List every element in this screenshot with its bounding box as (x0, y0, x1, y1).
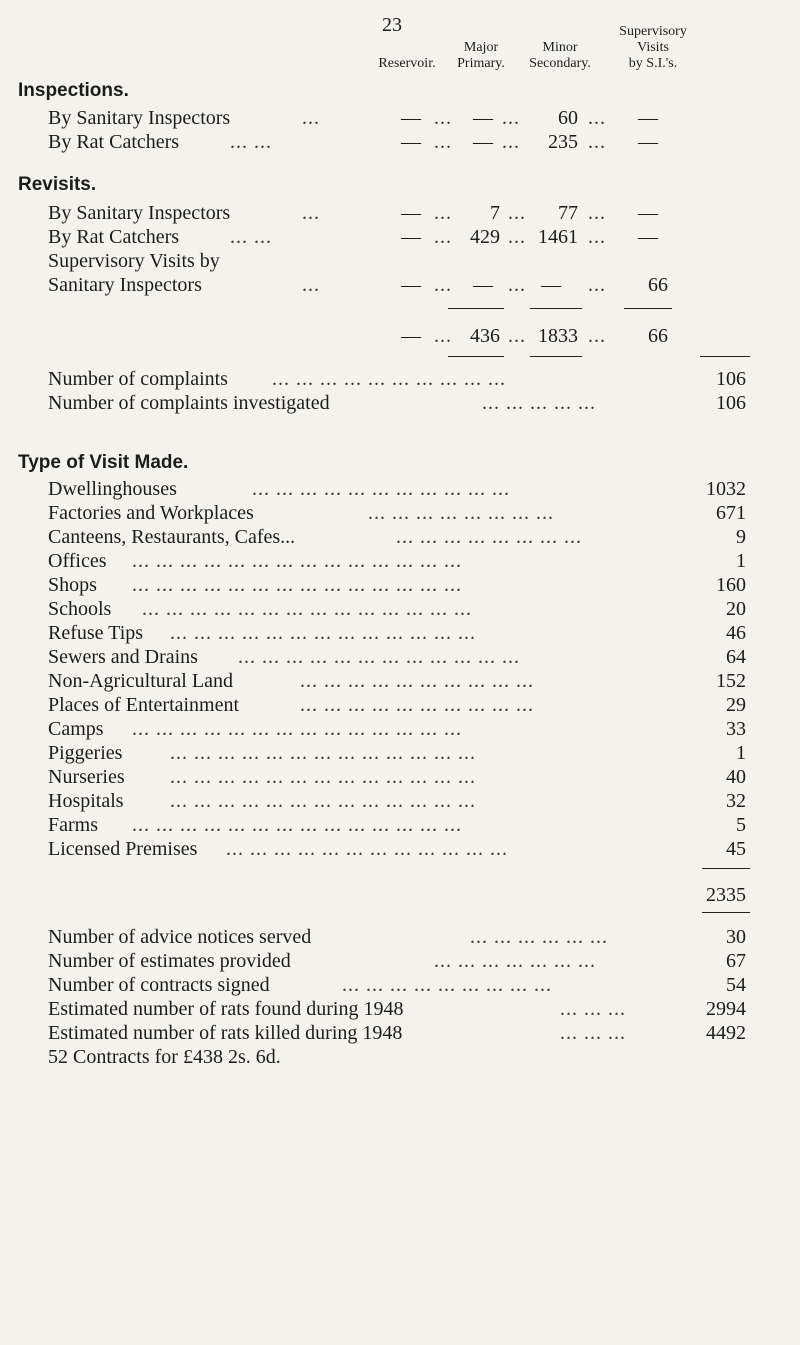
row-value: 106 (716, 368, 746, 390)
row-label: Estimated number of rats killed during 1948 (48, 1022, 403, 1044)
row-label: Nurseries (48, 766, 125, 788)
row-value: 671 (716, 502, 746, 524)
row-label: Non-Agricultural Land (48, 670, 233, 692)
rule-above-visit-total (702, 868, 750, 869)
reservoir-value: — (401, 202, 421, 224)
row-value: 5 (736, 814, 746, 836)
reservoir-value: — (401, 107, 421, 129)
row-label: Camps (48, 718, 104, 740)
row-value: 45 (726, 838, 746, 860)
row-label: Number of complaints (48, 368, 228, 390)
visit-types-total: 2335 (706, 884, 746, 906)
minor-secondary-value: 235 (548, 131, 578, 153)
major-primary-total: 436 (470, 325, 500, 347)
supervisory-value: — (638, 107, 658, 129)
column-header-minor-secondary: Minor Secondary. (529, 40, 591, 71)
row-label: Number of estimates provided (48, 950, 291, 972)
row-value: 4492 (706, 1022, 746, 1044)
major-primary-value: — (473, 131, 493, 153)
row-label: Estimated number of rats found during 1948 (48, 998, 404, 1020)
supervisory-value: 66 (648, 274, 668, 296)
row-label: Number of contracts signed (48, 974, 270, 996)
supervisory-value: — (638, 226, 658, 248)
row-label: Licensed Premises (48, 838, 198, 860)
row-label: Sewers and Drains (48, 646, 198, 668)
row-value: 9 (736, 526, 746, 548)
column-header-supervisory: Supervisory Visits by S.I.'s. (619, 24, 687, 71)
minor-secondary-value: 60 (558, 107, 578, 129)
row-value: 54 (726, 974, 746, 996)
row-value: 106 (716, 392, 746, 414)
row-label: Piggeries (48, 742, 123, 764)
page-number: 23 (382, 14, 402, 36)
rule-major-above-total (448, 308, 504, 309)
reservoir-value: — (401, 274, 421, 296)
supervisory-value: — (638, 131, 658, 153)
row-label: By Rat Catchers (48, 131, 180, 153)
minor-secondary-value: 1461 (538, 226, 578, 248)
row-value: 1 (736, 742, 746, 764)
row-value: 32 (726, 790, 746, 812)
row-label: By Rat Catchers (48, 226, 180, 248)
supervisory-total: 66 (648, 325, 668, 347)
row-label: Factories and Workplaces (48, 502, 254, 524)
row-value: 2994 (706, 998, 746, 1020)
row-label: Hospitals (48, 790, 124, 812)
row-label: Dwellinghouses (48, 478, 177, 500)
row-label: Number of advice notices served (48, 926, 312, 948)
revisits-heading: Revisits. (18, 174, 97, 195)
major-primary-value: — (473, 107, 493, 129)
rule-supervisory-above-total (624, 308, 672, 309)
minor-secondary-value: — (541, 274, 561, 296)
row-label: Refuse Tips (48, 622, 144, 644)
row-label: Schools (48, 598, 112, 620)
column-header-reservoir: Reservoir. (378, 56, 436, 71)
row-value: 20 (726, 598, 746, 620)
row-value: 40 (726, 766, 746, 788)
row-value: 152 (716, 670, 746, 692)
minor-secondary-value: 77 (558, 202, 578, 224)
row-label: Number of complaints investigated (48, 392, 330, 414)
row-label: By Sanitary Inspectors (48, 202, 231, 224)
row-value: 33 (726, 718, 746, 740)
inspections-heading: Inspections. (18, 80, 129, 101)
row-label: By Sanitary Inspectors (48, 107, 231, 129)
column-header-major-primary: Major Primary. (457, 40, 505, 71)
minor-secondary-total: 1833 (538, 325, 578, 347)
row-value: 1 (736, 550, 746, 572)
rule-major-below-total (448, 356, 504, 357)
contracts-note: 52 Contracts for £438 2s. 6d. (48, 1046, 281, 1068)
major-primary-value: 429 (470, 226, 500, 248)
row-value: 29 (726, 694, 746, 716)
row-label: Supervisory Visits by (48, 250, 220, 272)
row-label-continued: Sanitary Inspectors (48, 274, 202, 296)
row-label: Shops (48, 574, 97, 596)
row-value: 30 (726, 926, 746, 948)
row-label: Farms (48, 814, 98, 836)
major-primary-value: — (473, 274, 493, 296)
rule-complaints-above (700, 356, 750, 357)
visit-types-heading: Type of Visit Made. (18, 452, 189, 473)
reservoir-value: — (401, 131, 421, 153)
row-value: 160 (716, 574, 746, 596)
reservoir-value: — (401, 226, 421, 248)
rule-minor-above-total (530, 308, 582, 309)
supervisory-value: — (638, 202, 658, 224)
row-value: 67 (726, 950, 746, 972)
row-label: Offices (48, 550, 107, 572)
major-primary-value: 7 (490, 202, 500, 224)
row-value: 1032 (706, 478, 746, 500)
row-label: Canteens, Restaurants, Cafes... (48, 526, 296, 548)
row-label: Places of Entertainment (48, 694, 240, 716)
reservoir-total: — (401, 325, 421, 347)
rule-below-visit-total (702, 912, 750, 913)
row-value: 46 (726, 622, 746, 644)
rule-minor-below-total (530, 356, 582, 357)
row-value: 64 (726, 646, 746, 668)
